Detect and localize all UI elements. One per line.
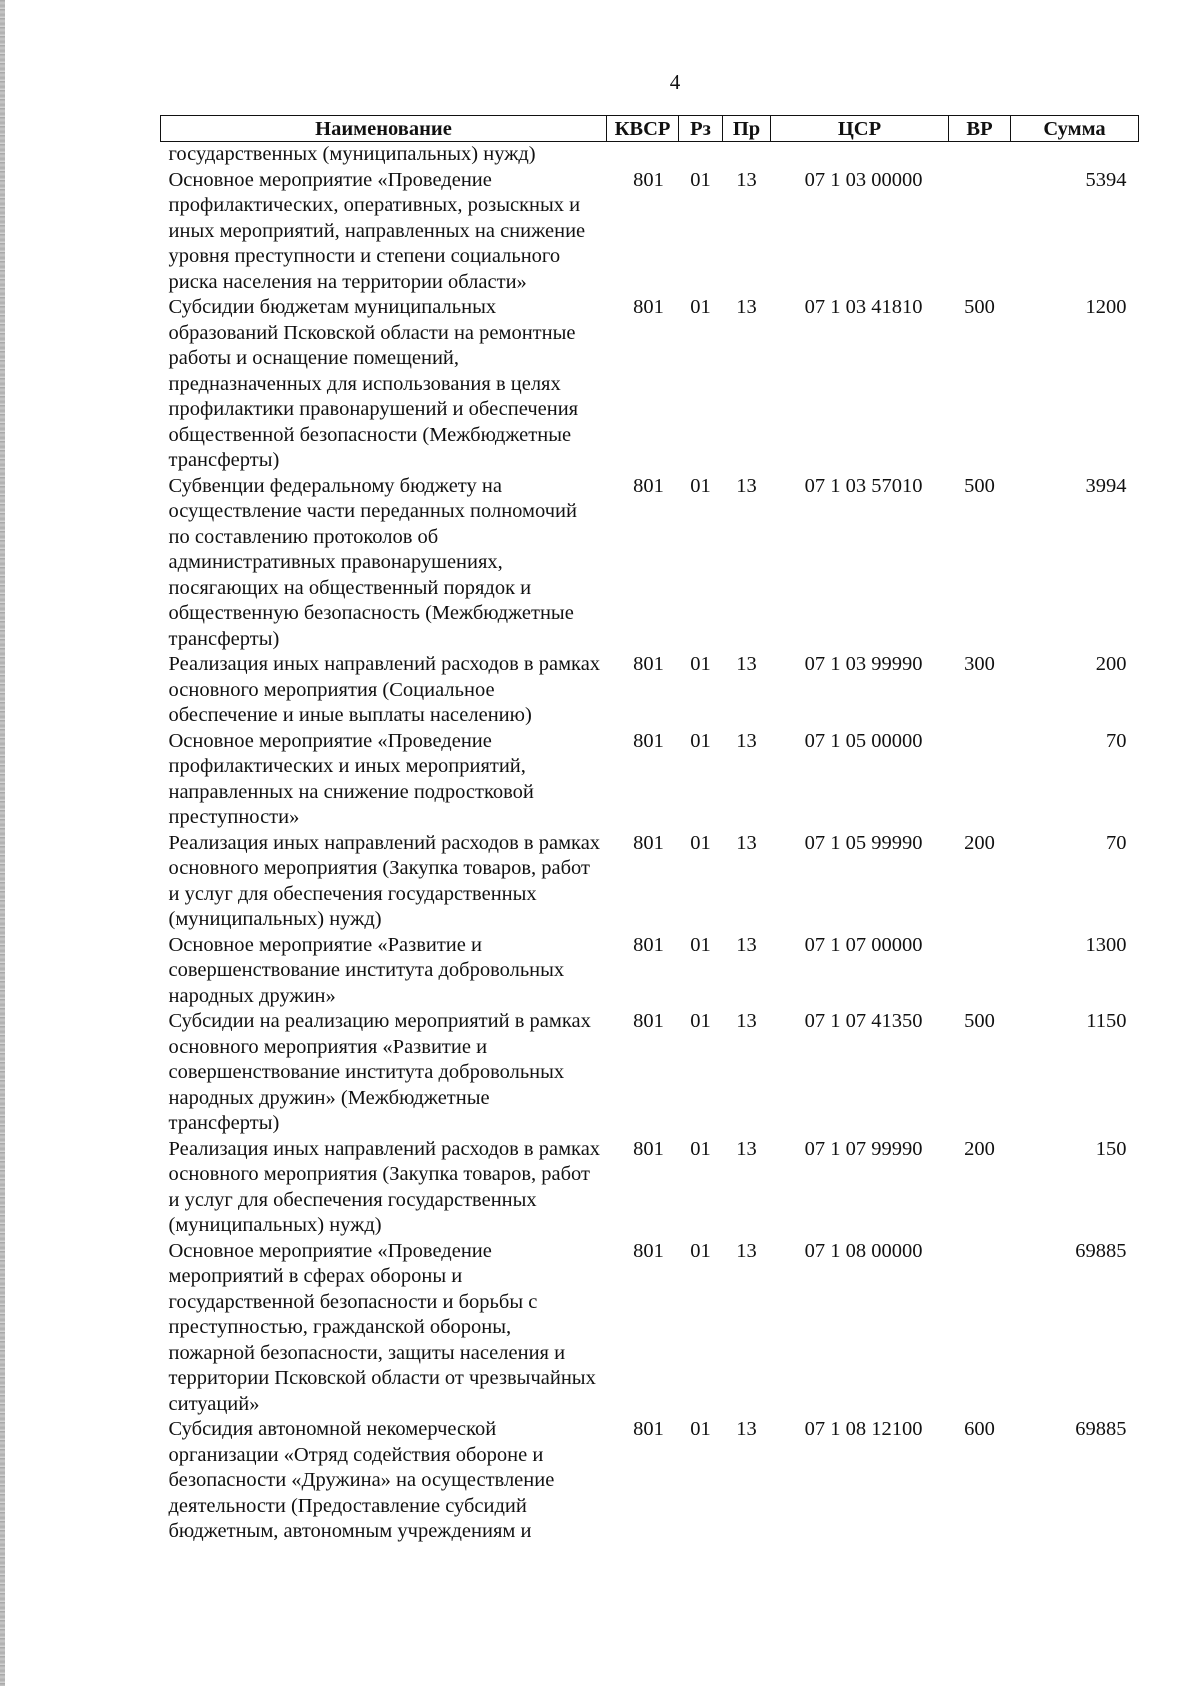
row-kvsr: 801 (633, 168, 664, 191)
row-name: государственных (муниципальных) нужд) (168, 143, 536, 165)
row-kvsr: 801 (633, 729, 664, 752)
row-sum: 70 (1106, 831, 1127, 854)
header-kvsr: КВСР (607, 116, 679, 142)
scan-edge (0, 0, 5, 1686)
budget-table-container (160, 115, 1138, 1545)
row-kvsr: 801 (633, 1418, 664, 1440)
row-vr (949, 933, 1011, 1010)
row-kvsr: 801 (633, 831, 664, 854)
row-csr: 07 1 07 99990 (804, 1137, 923, 1160)
row-pr: 13 (736, 1418, 757, 1440)
row-pr: 13 (736, 296, 757, 318)
row-sum: 200 (1095, 653, 1127, 675)
row-rz: 01 (690, 1239, 711, 1262)
row-sum (1011, 142, 1139, 168)
table-row (161, 1239, 1139, 1418)
row-rz: 01 (690, 729, 711, 752)
table-row (161, 729, 1139, 831)
row-name: Основное мероприятие «Проведение профилактических и иных мероприятий, направленных на снижение подростковой преступности» (168, 729, 534, 828)
row-vr: 200 (964, 831, 995, 854)
row-pr (723, 142, 771, 168)
row-name: Реализация иных направлений расходов в рамках основного мероприятия (Закупка товаров, работ и услуг для обеспечения государственных (муниципальных) нужд) (168, 1137, 601, 1236)
row-kvsr: 801 (633, 1010, 664, 1032)
row-sum: 69885 (1075, 1239, 1127, 1262)
row-rz: 01 (690, 1418, 711, 1440)
row-csr: 07 1 07 41350 (804, 1010, 923, 1032)
header-rz: Рз (679, 116, 723, 142)
row-csr: 07 1 08 00000 (804, 1239, 923, 1262)
table-row (161, 933, 1139, 1010)
row-csr: 07 1 08 12100 (804, 1418, 923, 1440)
header-csr: ЦСР (771, 116, 949, 142)
row-pr: 13 (736, 1239, 757, 1262)
header-name: Наименование (161, 116, 607, 142)
header-pr: Пр (723, 116, 771, 142)
row-csr: 07 1 05 00000 (804, 729, 923, 752)
header-vr: ВР (949, 116, 1011, 142)
row-name: Реализация иных направлений расходов в рамках основного мероприятия (Социальное обеспечение и иные выплаты населению) (168, 653, 601, 726)
row-sum: 5394 (1085, 168, 1127, 191)
table-row (161, 1009, 1139, 1137)
row-kvsr: 801 (633, 1239, 664, 1262)
row-kvsr: 801 (633, 474, 664, 497)
row-rz: 01 (690, 168, 711, 191)
row-name: Субсидии на реализацию мероприятий в рамках основного мероприятия «Развитие и совершенствование института добровольных народных дружин» (Межбюджетные трансферты) (168, 1010, 591, 1134)
table-row (161, 474, 1139, 653)
row-pr: 13 (736, 1137, 757, 1160)
row-vr: 300 (964, 653, 995, 675)
row-vr: 600 (964, 1418, 995, 1440)
row-csr: 07 1 03 00000 (804, 168, 923, 191)
table-row (161, 142, 1139, 168)
page-number: 4 (669, 70, 681, 94)
row-vr: 500 (964, 1010, 995, 1032)
row-csr (771, 142, 949, 168)
row-kvsr: 801 (633, 933, 664, 956)
row-name: Субсидии бюджетам муниципальных образований Псковской области на ремонтные работы и оснащение помещений, предназначенных для использования в целях профилактики правонарушений и обеспечения общественной безопасности (Межбюджетные трансферты) (168, 296, 579, 471)
row-rz: 01 (690, 474, 711, 497)
row-vr: 500 (964, 474, 995, 497)
row-rz: 01 (690, 296, 711, 318)
row-rz: 01 (690, 831, 711, 854)
row-csr: 07 1 03 99990 (804, 653, 923, 675)
row-pr: 13 (736, 1010, 757, 1032)
row-rz (679, 142, 723, 168)
table-row (161, 1137, 1139, 1239)
row-sum: 150 (1095, 1137, 1127, 1160)
row-vr (949, 729, 1011, 831)
row-sum: 70 (1106, 729, 1127, 752)
row-rz: 01 (690, 1010, 711, 1032)
row-vr (949, 1239, 1011, 1418)
row-csr: 07 1 03 41810 (804, 296, 923, 318)
row-pr: 13 (736, 729, 757, 752)
header-sum: Сумма (1011, 116, 1139, 142)
row-pr: 13 (736, 168, 757, 191)
row-sum: 1300 (1085, 933, 1127, 956)
row-pr: 13 (736, 474, 757, 497)
table-row (161, 295, 1139, 474)
row-name: Субвенции федеральному бюджету на осуществление части переданных полномочий по составлению протоколов об административных правонарушениях, посягающих на общественный порядок и общественную безопасность (Межбюджетные трансферты) (168, 474, 577, 650)
row-kvsr: 801 (633, 1137, 664, 1160)
row-rz: 01 (690, 933, 711, 956)
row-name: Субсидия автономной некомерческой организации «Отряд содействия обороне и безопасности «Дружина» на осуществление деятельности (Предоставление субсидий бюджетным, автономным учреждениям и (168, 1418, 555, 1542)
row-rz: 01 (690, 1137, 711, 1160)
row-csr: 07 1 07 00000 (804, 933, 923, 956)
row-name: Основное мероприятие «Проведение профилактических, оперативных, розыскных и иных мероприятий, направленных на снижение уровня преступности и степени социального риска населения на территории области» (168, 168, 586, 293)
row-rz: 01 (690, 653, 711, 675)
row-vr: 500 (964, 296, 995, 318)
table-row (161, 831, 1139, 933)
row-vr: 200 (964, 1137, 995, 1160)
row-vr (949, 142, 1011, 168)
row-name: Реализация иных направлений расходов в рамках основного мероприятия (Закупка товаров, работ и услуг для обеспечения государственных (муниципальных) нужд) (168, 831, 601, 930)
row-sum: 3994 (1085, 474, 1127, 497)
row-vr (949, 168, 1011, 296)
row-csr: 07 1 03 57010 (804, 474, 923, 497)
row-csr: 07 1 05 99990 (804, 831, 923, 854)
table-row (161, 652, 1139, 729)
row-kvsr: 801 (633, 296, 664, 318)
row-name: Основное мероприятие «Развитие и совершенствование института добровольных народных дружин» (168, 933, 565, 1007)
row-pr: 13 (736, 653, 757, 675)
table-row (161, 1417, 1139, 1545)
row-kvsr: 801 (633, 653, 664, 675)
row-sum: 1200 (1085, 296, 1127, 318)
row-kvsr (607, 142, 679, 168)
row-pr: 13 (736, 831, 757, 854)
row-sum: 69885 (1075, 1418, 1127, 1440)
budget-table (160, 115, 1139, 1545)
row-pr: 13 (736, 933, 757, 956)
row-name: Основное мероприятие «Проведение мероприятий в сферах обороны и государственной безопасности и борьбы с преступностью, гражданской обороны, пожарной безопасности, защиты населения и территории Псковской области от чрезвычайных ситуаций» (168, 1239, 596, 1415)
table-header-row (161, 116, 1139, 142)
table-row (161, 168, 1139, 296)
row-sum: 1150 (1086, 1010, 1127, 1032)
